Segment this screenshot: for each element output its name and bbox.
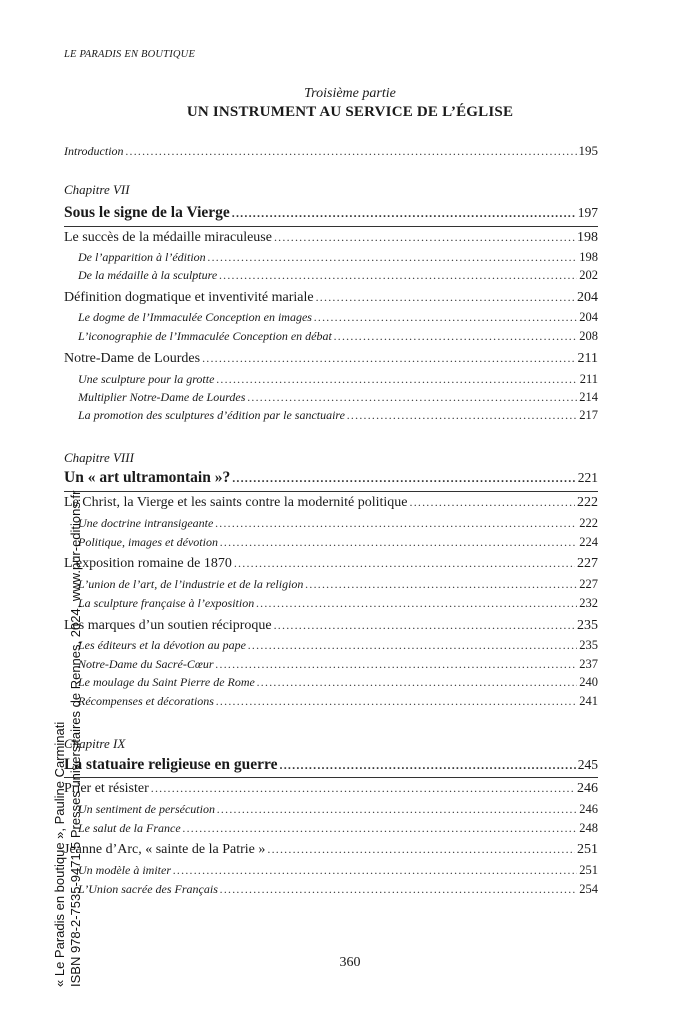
dot-leader	[257, 675, 577, 690]
toc-entry-title: Une doctrine intransigeante	[78, 516, 214, 530]
toc-entry-page: 237	[579, 657, 598, 671]
toc-subsection[interactable]	[78, 372, 598, 387]
toc-subsection[interactable]	[78, 657, 598, 672]
dot-leader	[208, 250, 578, 265]
dot-leader	[314, 310, 577, 325]
dot-leader	[232, 206, 576, 221]
toc-entry-page: 227	[577, 556, 598, 571]
toc-entry-page: 246	[577, 781, 598, 796]
vertical-side-note	[52, 491, 84, 987]
toc-entry-title: Le succès de la médaille miraculeuse	[64, 230, 272, 245]
dot-leader	[248, 638, 577, 653]
toc-entry-page: 251	[579, 863, 598, 877]
dot-leader	[126, 144, 577, 159]
toc-entry-title: L’exposition romaine de 1870	[64, 556, 232, 571]
toc-subsection[interactable]	[78, 638, 598, 653]
toc-subsection[interactable]	[78, 516, 598, 531]
toc-entry-page: 211	[577, 351, 598, 366]
toc-subsection[interactable]	[78, 802, 598, 817]
toc-entry-page: 198	[577, 230, 598, 245]
toc-entry-title: Sous le signe de la Vierge	[64, 204, 230, 221]
toc-subsection[interactable]	[78, 694, 598, 709]
toc-entry-title: Le salut de la France	[78, 821, 181, 835]
toc-subsection[interactable]	[78, 863, 598, 878]
toc-entry-title: Introduction	[64, 144, 124, 158]
toc-section[interactable]	[64, 495, 598, 511]
toc-entry-page: 254	[579, 882, 598, 896]
dot-leader	[151, 781, 575, 796]
toc-entry-title: Politique, images et dévotion	[78, 535, 218, 549]
toc-entry-page: 222	[579, 516, 598, 530]
dot-leader	[217, 802, 577, 817]
toc-subsection[interactable]	[78, 268, 598, 283]
toc-entry-introduction[interactable]	[64, 143, 598, 159]
part-label: Troisième partie	[304, 86, 396, 101]
toc-entry-title: L’union de l’art, de l’industrie et de la religion	[78, 577, 304, 591]
dot-leader	[247, 390, 577, 405]
toc-entry-page: 224	[579, 535, 598, 549]
chapter-rule	[64, 777, 598, 778]
dot-leader	[410, 495, 576, 510]
chapter-label: Chapitre VII	[64, 182, 130, 197]
dot-leader	[274, 230, 575, 245]
toc-subsection[interactable]	[78, 390, 598, 405]
toc-subsection[interactable]	[78, 577, 598, 592]
toc-entry-page: 197	[577, 205, 598, 220]
dot-leader	[347, 408, 577, 423]
chapter-rule	[64, 491, 598, 492]
dot-leader	[202, 351, 575, 366]
toc-entry-title: Définition dogmatique et inventivité mariale	[64, 290, 314, 305]
toc-subsection[interactable]	[78, 310, 598, 325]
toc-entry-page: 202	[579, 268, 598, 282]
toc-entry-page: 245	[577, 757, 598, 772]
toc-entry-title: Les marques d’un soutien réciproque	[64, 618, 272, 633]
toc-entry-title: Prier et résister	[64, 781, 149, 796]
dot-leader	[305, 577, 577, 592]
chapter-label: Chapitre VIII	[64, 450, 134, 465]
toc-entry-page: 217	[579, 408, 598, 422]
toc-entry-title: Un modèle à imiter	[78, 863, 171, 877]
toc-subsection[interactable]	[78, 329, 598, 344]
toc-entry-page: 251	[577, 842, 598, 857]
toc-section[interactable]	[64, 842, 598, 858]
toc-entry-page: 241	[579, 694, 598, 708]
toc-section[interactable]	[64, 556, 598, 572]
toc-entry-page: 211	[579, 372, 598, 386]
toc-entry-page: 232	[579, 596, 598, 610]
dot-leader	[173, 863, 577, 878]
dot-leader	[316, 290, 575, 305]
toc-entry-title: Les éditeurs et la dévotion au pape	[78, 638, 246, 652]
toc-entry-title: De l’apparition à l’édition	[78, 250, 206, 264]
dot-leader	[216, 657, 578, 672]
toc-entry-page: 208	[579, 329, 598, 343]
dot-leader	[183, 821, 578, 836]
toc-subsection[interactable]	[78, 675, 598, 690]
toc-entry-page: 214	[579, 390, 598, 404]
side-note-line-2: ISBN 978-2-7535-9471-5 Presses universitaires de Rennes, 2024, www.pur-editions.fr	[68, 490, 83, 987]
page-number: 360	[339, 955, 361, 970]
toc-chapter-title[interactable]	[64, 204, 598, 222]
running-head: LE PARADIS EN BOUTIQUE	[64, 49, 196, 60]
toc-entry-page: 221	[577, 470, 598, 485]
side-note-line-1: « Le Paradis en boutique », Pauline Carminati	[52, 721, 67, 987]
dot-leader	[219, 268, 577, 283]
toc-entry-title: Une sculpture pour la grotte	[78, 372, 215, 386]
toc-entry-title: Un sentiment de persécution	[78, 802, 215, 816]
toc-entry-page: 227	[579, 577, 598, 591]
toc-entry-page: 240	[579, 675, 598, 689]
dot-leader	[220, 535, 577, 550]
dot-leader	[267, 842, 575, 857]
toc-subsection[interactable]	[78, 535, 598, 550]
toc-entry-title: De la médaille à la sculpture	[78, 268, 218, 282]
dot-leader	[334, 329, 577, 344]
toc-entry-page: 246	[579, 802, 598, 816]
toc-entry-page: 204	[577, 290, 598, 305]
toc-chapter-title[interactable]	[64, 756, 598, 774]
toc-subsection[interactable]	[78, 408, 598, 423]
dot-leader	[234, 556, 575, 571]
toc-section[interactable]	[64, 351, 598, 367]
toc-entry-page: 195	[578, 143, 598, 158]
chapter-label: Chapitre IX	[64, 736, 126, 751]
toc-entry-title: La sculpture française à l’exposition	[78, 596, 255, 610]
toc-entry-title: Multiplier Notre-Dame de Lourdes	[78, 390, 246, 404]
toc-entry-title: Notre-Dame du Sacré-Cœur	[78, 657, 214, 671]
toc-entry-title: L’iconographie de l’Immaculée Conception en débat	[78, 329, 332, 343]
toc-section[interactable]	[64, 290, 598, 306]
toc-entry-title: La statuaire religieuse en guerre	[64, 756, 278, 773]
chapter-rule	[64, 226, 598, 227]
toc-entry-page: 222	[577, 495, 598, 510]
toc-subsection[interactable]	[78, 821, 598, 836]
toc-entry-title: Jeanne d’Arc, « sainte de la Patrie »	[64, 842, 266, 857]
toc-entry-page: 248	[579, 821, 598, 835]
toc-entry-page: 198	[579, 250, 598, 264]
dot-leader	[215, 516, 577, 531]
toc-subsection[interactable]	[78, 882, 598, 897]
toc-entry-title: La promotion des sculptures d’édition par le sanctuaire	[78, 408, 345, 422]
dot-leader	[232, 471, 576, 486]
dot-leader	[216, 372, 577, 387]
toc-section[interactable]	[64, 618, 598, 634]
toc-entry-page: 235	[579, 638, 598, 652]
toc-entry-title: Le dogme de l’Immaculée Conception en images	[78, 310, 312, 324]
toc-section[interactable]	[64, 230, 598, 246]
toc-entry-title: Récompenses et décorations	[78, 694, 214, 708]
toc-section[interactable]	[64, 781, 598, 797]
dot-leader	[256, 596, 577, 611]
part-title: UN INSTRUMENT AU SERVICE DE L’ÉGLISE	[186, 104, 514, 120]
toc-entry-title: L’Union sacrée des Français	[78, 882, 218, 896]
dot-leader	[274, 618, 575, 633]
dot-leader	[280, 758, 576, 773]
toc-entry-title: Un « art ultramontain »?	[64, 469, 231, 486]
toc-entry-title: Le moulage du Saint Pierre de Rome	[78, 675, 255, 689]
toc-subsection[interactable]	[78, 250, 598, 265]
toc-chapter-title[interactable]	[64, 469, 598, 487]
dot-leader	[216, 694, 577, 709]
toc-entry-title: Le Christ, la Vierge et les saints contre la modernité politique	[64, 495, 408, 510]
toc-entry-page: 235	[577, 618, 598, 633]
dot-leader	[220, 882, 577, 897]
toc-entry-title: Notre-Dame de Lourdes	[64, 351, 201, 366]
toc-entry-page: 204	[579, 310, 598, 324]
toc-subsection[interactable]	[78, 596, 598, 611]
